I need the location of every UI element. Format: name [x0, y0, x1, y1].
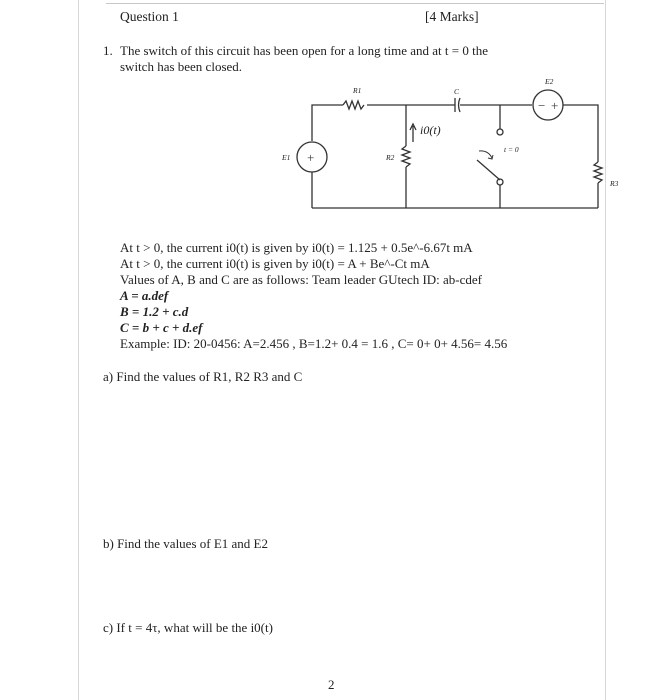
switch-arrow-icon	[479, 151, 493, 159]
capacitor-c	[455, 98, 460, 112]
switch-label: t = 0	[504, 145, 519, 154]
switch-terminal-top	[497, 129, 503, 135]
current-arrow	[410, 124, 416, 142]
switch-blade	[477, 160, 500, 180]
given-line5: B = 1.2 + c.d	[120, 304, 189, 319]
given-line4: A = a.def	[120, 288, 169, 303]
r3-label: R3	[610, 179, 619, 188]
e1-label: E1	[282, 153, 291, 162]
current-label: i0(t)	[420, 123, 441, 137]
part-a: a) Find the values of R1, R2 R3 and C	[103, 369, 303, 384]
question-title: Question 1	[120, 9, 179, 24]
wire-e2-right	[563, 105, 598, 162]
given-line7: Example: ID: 20-0456: A=2.456 , B=1.2+ 0.4 = 1.6 , C= 0+ 0+ 4.56= 4.56	[120, 336, 508, 351]
problem-number: 1.	[103, 43, 113, 58]
marks-label: [4 Marks]	[425, 9, 479, 24]
problem-statement-line2: switch has been closed.	[120, 59, 243, 74]
resistor-r3	[594, 162, 602, 183]
e2-plus-sign: +	[551, 98, 559, 113]
page-number: 2	[328, 677, 335, 692]
part-c: c) If t = 4τ, what will be the i0(t)	[103, 620, 273, 635]
given-line6: C = b + c + d.ef	[120, 320, 203, 335]
wire-top-left	[312, 105, 343, 113]
e1-plus-sign: +	[307, 150, 315, 165]
part-b: b) Find the values of E1 and E2	[103, 536, 268, 551]
circuit-diagram	[0, 0, 664, 230]
given-line3: Values of A, B and C are as follows: Team leader GUtech ID: ab-cdef	[120, 272, 483, 287]
resistor-r2	[402, 146, 410, 167]
c-label: C	[454, 87, 460, 96]
e2-label: E2	[545, 77, 554, 86]
given-line1: At t > 0, the current i0(t) is given by i0(t) = 1.125 + 0.5e^-6.67t mA	[120, 240, 473, 255]
r2-label: R2	[386, 153, 395, 162]
problem-statement-line1: The switch of this circuit has been open for a long time and at t = 0 the	[120, 43, 488, 58]
given-line2: At t > 0, the current i0(t) is given by i0(t) = A + Be^-Ct mA	[120, 256, 430, 271]
e2-minus-sign: −	[538, 98, 546, 113]
r1-label: R1	[353, 86, 362, 95]
resistor-r1	[343, 101, 364, 109]
